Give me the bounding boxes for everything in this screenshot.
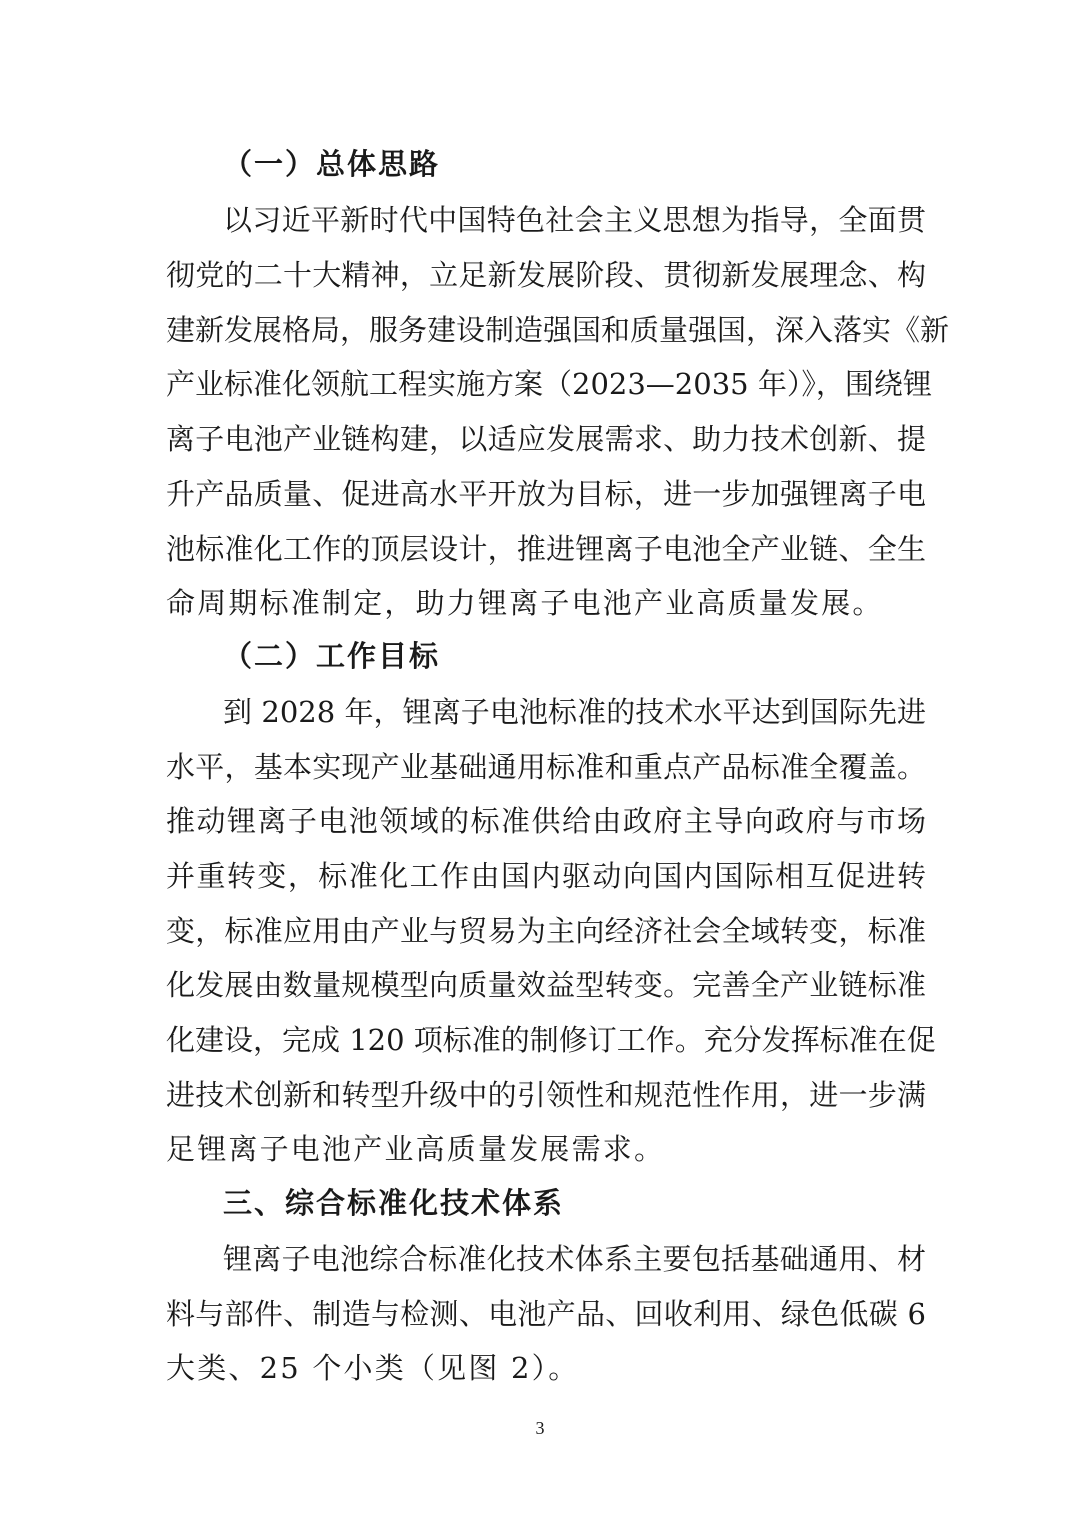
paragraph-line: 料与部件、制造与检测、电池产品、回收利用、绿色低碳 6 xyxy=(166,1297,926,1331)
paragraph-line: 离子电池产业链构建，以适应发展需求、助力技术创新、提 xyxy=(166,422,926,456)
section-heading-overall-approach: （一）总体思路 xyxy=(223,147,441,181)
paragraph-line: 推动锂离子电池领域的标准供给由政府主导向政府与市场 xyxy=(166,804,926,838)
section-heading-standardization-system: 三、综合标准化技术体系 xyxy=(223,1186,565,1220)
paragraph-line: 化发展由数量规模型向质量效益型转变。完善全产业链标准 xyxy=(166,968,926,1002)
paragraph-line: 化建设，完成 120 项标准的制修订工作。充分发挥标准在促 xyxy=(166,1023,936,1057)
paragraph-line: 池标准化工作的顶层设计，推进锂离子电池全产业链、全生 xyxy=(166,532,926,566)
paragraph-line: 命周期标准制定，助力锂离子电池产业高质量发展。 xyxy=(166,586,884,620)
paragraph-line: 升产品质量、促进高水平开放为目标，进一步加强锂离子电 xyxy=(166,477,926,511)
paragraph-line: 并重转变，标准化工作由国内驱动向国内国际相互促进转 xyxy=(166,859,926,893)
paragraph-line: 锂离子电池综合标准化技术体系主要包括基础通用、材 xyxy=(223,1242,926,1276)
paragraph-line: 产业标准化领航工程实施方案（2023—2035 年）》，围绕锂 xyxy=(166,367,932,401)
section-heading-work-goals: （二）工作目标 xyxy=(223,639,441,673)
paragraph-line: 变，标准应用由产业与贸易为主向经济社会全域转变，标准 xyxy=(166,914,926,948)
paragraph-line: 水平，基本实现产业基础通用标准和重点产品标准全覆盖。 xyxy=(166,750,926,784)
paragraph-line: 到 2028 年，锂离子电池标准的技术水平达到国际先进 xyxy=(223,695,926,729)
paragraph-line: 彻党的二十大精神，立足新发展阶段、贯彻新发展理念、构 xyxy=(166,258,926,292)
paragraph-line: 进技术创新和转型升级中的引领性和规范性作用，进一步满 xyxy=(166,1078,926,1112)
page-number: 3 xyxy=(535,1418,545,1438)
paragraph-line: 以习近平新时代中国特色社会主义思想为指导，全面贯 xyxy=(223,203,926,237)
paragraph-line: 建新发展格局，服务建设制造强国和质量强国，深入落实《新 xyxy=(166,313,950,347)
paragraph-line: 大类、25 个小类（见图 2）。 xyxy=(166,1351,580,1385)
paragraph-line: 足锂离子电池产业高质量发展需求。 xyxy=(166,1132,666,1166)
